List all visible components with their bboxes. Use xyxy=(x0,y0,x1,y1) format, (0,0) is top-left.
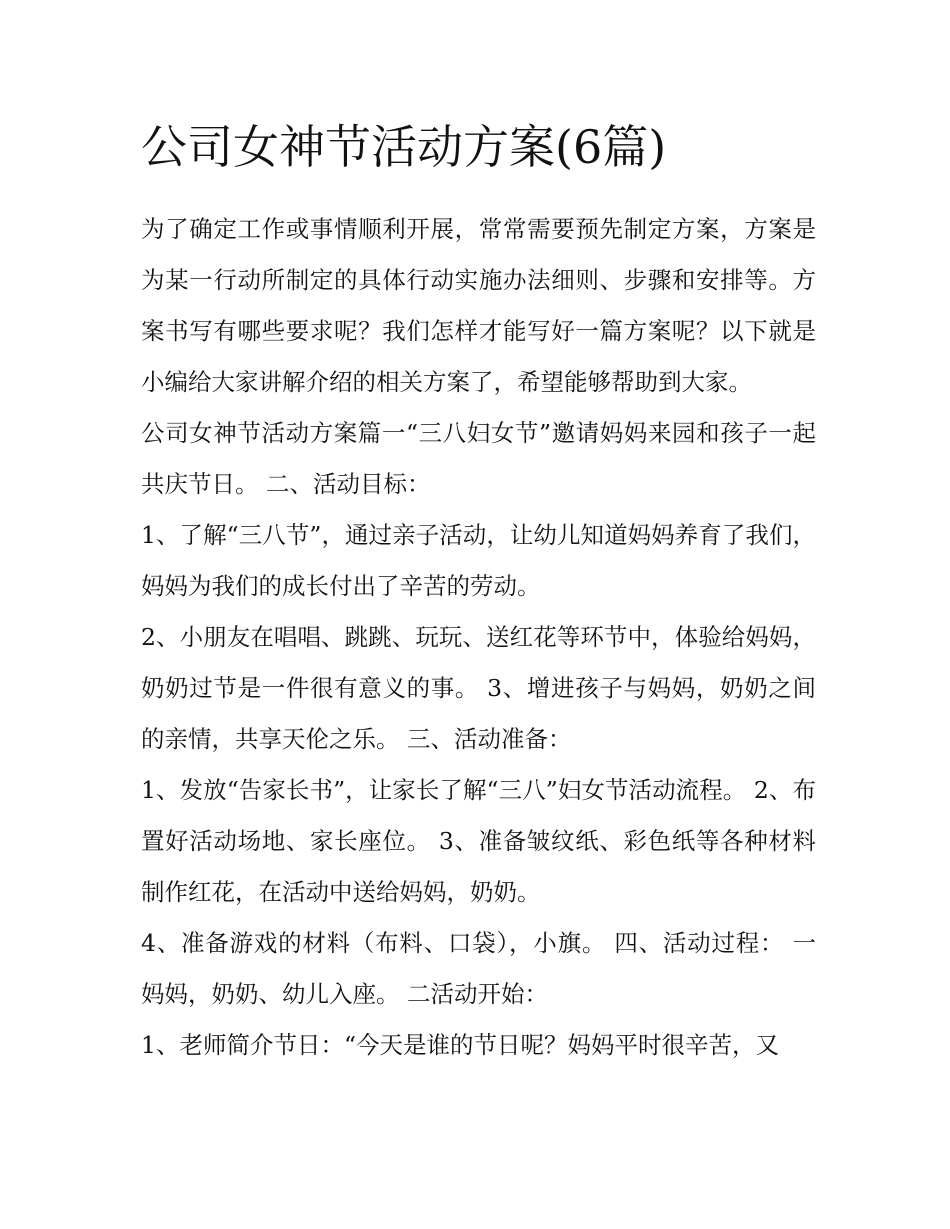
paragraph-prep-1-3: 1、发放“告家长书”，让家长了解“三八”妇女节活动流程。 2、布置好活动场地、家长座位。 3、准备皱纹纸、彩色纸等各种材料制作红花，在活动中送给妈妈，奶奶。 xyxy=(141,776,816,906)
document-page xyxy=(141,112,816,1071)
paragraph-intro: 为了确定工作或事情顺利开展，常常需要预先制定方案，方案是为某一行动所制定的具体行动实施办法细则、步骤和安排等。方案书写有哪些要求呢？我们怎样才能写好一篇方案呢？以下就是小编给大家讲解介绍的相关方案了，希望能够帮助到大家。 xyxy=(141,215,816,396)
document-title: 公司女神节活动方案(6篇) xyxy=(141,120,667,174)
paragraph-plan-one: 公司女神节活动方案篇一“三八妇女节”邀请妈妈来园和孩子一起共庆节日。 二、活动目标： xyxy=(141,419,816,498)
paragraph-teacher-intro: 1、老师简介节日：“今天是谁的节日呢？妈妈平时很辛苦，又 xyxy=(141,1031,779,1059)
paragraph-goal-1: 1、了解“三八节”，通过亲子活动，让幼儿知道妈妈养育了我们，妈妈为我们的成长付出了辛苦的劳动。 xyxy=(141,521,816,600)
paragraph-goal-2-3: 2、小朋友在唱唱、跳跳、玩玩、送红花等环节中，体验给妈妈，奶奶过节是一件很有意义的事。 3、增进孩子与妈妈，奶奶之间的亲情，共享天伦之乐。 三、活动准备： xyxy=(141,623,816,753)
paragraph-prep-4-process: 4、准备游戏的材料（布料、口袋），小旗。 四、活动过程： 一妈妈，奶奶、幼儿入座。 二活动开始： xyxy=(141,929,816,1008)
